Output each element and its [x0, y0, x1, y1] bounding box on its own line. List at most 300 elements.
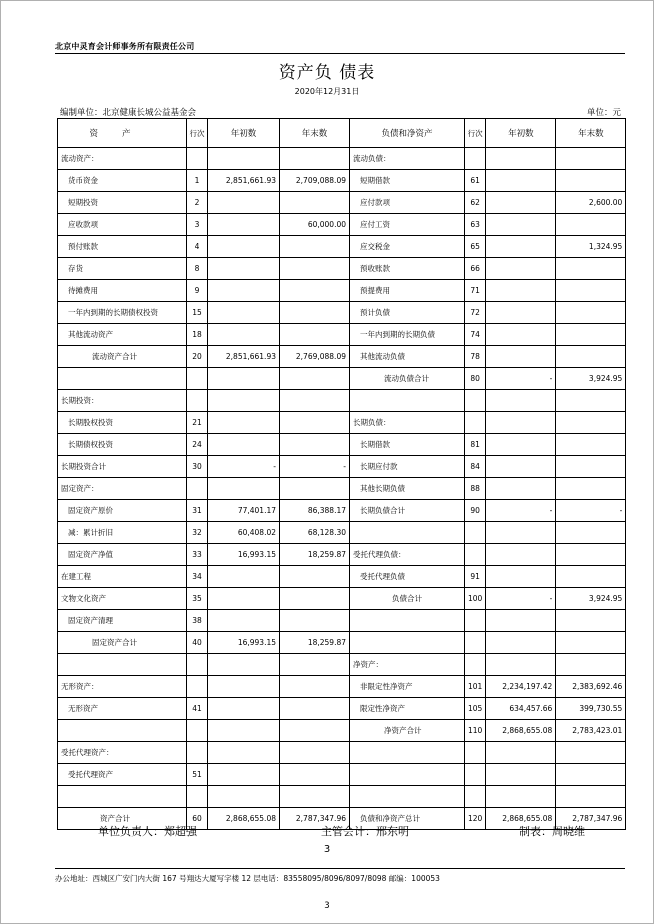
line-number-cell: 18	[187, 324, 208, 346]
amount-cell: 18,259.87	[280, 544, 350, 566]
amount-cell: 2,868,655.08	[486, 720, 556, 742]
reporting-organization: 编制单位：北京健康长城公益基金会	[60, 108, 197, 118]
amount-cell: 86,388.17	[280, 500, 350, 522]
firm-name: 北京中灵育会计师事务所有限责任公司	[55, 42, 195, 51]
col-header-assets: 资产	[58, 119, 187, 148]
report-date: 2020年12月31日	[294, 87, 360, 96]
amount-cell: 2,709,088.09	[280, 170, 350, 192]
line-number-cell: 15	[187, 302, 208, 324]
line-number-cell: 33	[187, 544, 208, 566]
amount-cell	[280, 720, 350, 742]
table-row	[58, 258, 626, 280]
amount-cell	[280, 478, 350, 500]
line-number-cell: 62	[465, 192, 486, 214]
line-number-cell: 80	[465, 368, 486, 390]
line-number-cell: 65	[465, 236, 486, 258]
amount-cell	[486, 632, 556, 654]
amount-cell	[280, 654, 350, 676]
asset-item-label: 减：累计折旧	[58, 522, 187, 544]
amount-cell	[486, 324, 556, 346]
amount-cell	[208, 676, 280, 698]
amount-cell	[208, 588, 280, 610]
asset-item-label: 固定资产清理	[58, 610, 187, 632]
liability-item-label	[350, 742, 465, 764]
line-number-cell	[187, 148, 208, 170]
table-row	[58, 588, 626, 610]
line-number-cell	[465, 742, 486, 764]
amount-cell	[208, 654, 280, 676]
amount-cell	[280, 676, 350, 698]
amount-cell	[280, 764, 350, 786]
amount-cell	[208, 390, 280, 412]
line-number-cell	[187, 654, 208, 676]
table-row	[58, 170, 626, 192]
amount-cell: 2,600.00	[556, 192, 626, 214]
amount-cell	[208, 566, 280, 588]
table-row	[58, 566, 626, 588]
amount-cell	[556, 654, 626, 676]
amount-cell	[556, 632, 626, 654]
table-row	[58, 698, 626, 720]
amount-cell	[556, 170, 626, 192]
liability-item-label: 长期负债：	[350, 412, 465, 434]
table-row	[58, 148, 626, 170]
line-number-cell: 84	[465, 456, 486, 478]
table-row	[58, 478, 626, 500]
amount-cell	[280, 434, 350, 456]
line-number-cell: 1	[187, 170, 208, 192]
liability-item-label: 其他长期负债	[350, 478, 465, 500]
line-number-cell: 61	[465, 170, 486, 192]
amount-cell	[556, 764, 626, 786]
asset-item-label: 在建工程	[58, 566, 187, 588]
col-header-line-no-2: 行次	[465, 119, 486, 148]
amount-cell	[208, 192, 280, 214]
line-number-cell	[187, 676, 208, 698]
asset-item-label: 预付账款	[58, 236, 187, 258]
line-number-cell: 90	[465, 500, 486, 522]
liability-item-label	[350, 522, 465, 544]
amount-cell	[280, 588, 350, 610]
asset-item-label: 受托代理资产	[58, 764, 187, 786]
asset-item-label: 一年内到期的长期债权投资	[58, 302, 187, 324]
col-header-closing-2: 年末数	[556, 119, 626, 148]
amount-cell	[486, 456, 556, 478]
amount-cell	[556, 742, 626, 764]
amount-cell	[280, 148, 350, 170]
table-row	[58, 544, 626, 566]
chief-accountant: 主管会计：邢东明	[321, 825, 409, 838]
amount-cell: 2,851,661.93	[208, 346, 280, 368]
asset-item-label: 无形资产：	[58, 676, 187, 698]
amount-cell	[556, 434, 626, 456]
line-number-cell: 31	[187, 500, 208, 522]
amount-cell	[280, 412, 350, 434]
page-title: 资产负 债表	[278, 63, 376, 83]
line-number-cell	[465, 544, 486, 566]
amount-cell	[208, 610, 280, 632]
amount-cell	[208, 478, 280, 500]
amount-cell	[486, 654, 556, 676]
amount-cell	[280, 236, 350, 258]
table-row	[58, 192, 626, 214]
line-number-cell: 88	[465, 478, 486, 500]
line-number-cell: 110	[465, 720, 486, 742]
amount-cell: 16,993.15	[208, 632, 280, 654]
line-number-cell: 32	[187, 522, 208, 544]
table-row	[58, 368, 626, 390]
amount-cell	[486, 192, 556, 214]
amount-cell	[208, 368, 280, 390]
amount-cell	[556, 544, 626, 566]
table-row	[58, 214, 626, 236]
amount-cell	[208, 214, 280, 236]
amount-cell: -	[208, 456, 280, 478]
table-row	[58, 676, 626, 698]
amount-cell	[280, 566, 350, 588]
liability-item-label: 长期负债合计	[350, 500, 465, 522]
amount-cell	[280, 258, 350, 280]
amount-cell	[486, 390, 556, 412]
amount-cell	[280, 324, 350, 346]
amount-cell	[556, 786, 626, 808]
amount-cell	[208, 258, 280, 280]
table-row	[58, 346, 626, 368]
asset-item-label: 无形资产	[58, 698, 187, 720]
asset-item-label	[58, 720, 187, 742]
line-number-cell	[187, 390, 208, 412]
asset-item-label: 固定资产原价	[58, 500, 187, 522]
amount-cell	[486, 764, 556, 786]
line-number-cell: 81	[465, 434, 486, 456]
line-number-cell	[465, 610, 486, 632]
amount-cell: 2,851,661.93	[208, 170, 280, 192]
line-number-cell: 30	[187, 456, 208, 478]
line-number-cell: 72	[465, 302, 486, 324]
amount-cell	[486, 786, 556, 808]
line-number-cell: 38	[187, 610, 208, 632]
table-row	[58, 236, 626, 258]
amount-cell	[486, 522, 556, 544]
line-number-cell: 8	[187, 258, 208, 280]
liability-item-label	[350, 786, 465, 808]
col-header-closing: 年末数	[280, 119, 350, 148]
amount-cell	[208, 324, 280, 346]
amount-cell	[556, 148, 626, 170]
liability-item-label	[350, 764, 465, 786]
asset-item-label: 文物文化资产	[58, 588, 187, 610]
asset-item-label: 固定资产合计	[58, 632, 187, 654]
amount-cell: -	[486, 588, 556, 610]
liability-item-label: 长期应付款	[350, 456, 465, 478]
liability-item-label: 短期借款	[350, 170, 465, 192]
amount-cell	[556, 280, 626, 302]
amount-cell	[486, 258, 556, 280]
legal-representative: 单位负责人：郑超强	[98, 825, 197, 838]
liability-item-label: 预收账款	[350, 258, 465, 280]
line-number-cell: 3	[187, 214, 208, 236]
asset-item-label: 长期投资合计	[58, 456, 187, 478]
amount-cell	[208, 412, 280, 434]
line-number-cell	[465, 764, 486, 786]
table-header-row	[58, 119, 626, 148]
col-header-opening: 年初数	[208, 119, 280, 148]
amount-cell	[556, 390, 626, 412]
amount-cell	[208, 280, 280, 302]
liability-item-label: 应付工资	[350, 214, 465, 236]
amount-cell	[486, 148, 556, 170]
line-number-cell: 4	[187, 236, 208, 258]
amount-cell: -	[556, 500, 626, 522]
line-number-cell	[465, 148, 486, 170]
line-number-cell: 24	[187, 434, 208, 456]
table-row	[58, 742, 626, 764]
table-row	[58, 654, 626, 676]
line-number-cell: 35	[187, 588, 208, 610]
line-number-cell	[465, 654, 486, 676]
liability-item-label: 非限定性净资产	[350, 676, 465, 698]
liability-item-label: 长期借款	[350, 434, 465, 456]
amount-cell	[556, 610, 626, 632]
amount-cell	[280, 192, 350, 214]
line-number-cell	[465, 632, 486, 654]
asset-item-label	[58, 368, 187, 390]
amount-cell	[280, 742, 350, 764]
amount-cell	[486, 566, 556, 588]
footer-page-number: 3	[324, 901, 330, 911]
line-number-cell: 120	[465, 808, 486, 830]
asset-item-label: 短期投资	[58, 192, 187, 214]
header-divider	[55, 53, 625, 54]
liability-item-label: 应付款项	[350, 192, 465, 214]
table-row	[58, 764, 626, 786]
asset-item-label: 固定资产净值	[58, 544, 187, 566]
amount-cell	[486, 236, 556, 258]
amount-cell	[280, 390, 350, 412]
liability-item-label: 负债合计	[350, 588, 465, 610]
amount-cell: 2,234,197.42	[486, 676, 556, 698]
amount-cell: 18,259.87	[280, 632, 350, 654]
table-row	[58, 456, 626, 478]
line-number-cell: 105	[465, 698, 486, 720]
col-header-opening-2: 年初数	[486, 119, 556, 148]
line-number-cell: 51	[187, 764, 208, 786]
amount-cell	[556, 566, 626, 588]
asset-item-label: 应收款项	[58, 214, 187, 236]
amount-cell	[280, 368, 350, 390]
amount-cell	[486, 346, 556, 368]
amount-cell: 634,457.66	[486, 698, 556, 720]
asset-item-label: 长期债权投资	[58, 434, 187, 456]
amount-cell	[208, 764, 280, 786]
table-row	[58, 280, 626, 302]
line-number-cell	[465, 390, 486, 412]
liability-item-label: 限定性净资产	[350, 698, 465, 720]
amount-cell	[556, 258, 626, 280]
liability-item-label: 流动负债合计	[350, 368, 465, 390]
amount-cell	[208, 720, 280, 742]
col-header-line-no: 行次	[187, 119, 208, 148]
amount-cell	[486, 434, 556, 456]
line-number-cell	[465, 786, 486, 808]
line-number-cell: 91	[465, 566, 486, 588]
footer-address: 办公地址：西城区广安门内大街 167 号翔达大厦写字楼 12 层电话：83558095/8096/8097/8098 邮编：100053	[55, 874, 440, 883]
table-row	[58, 412, 626, 434]
amount-cell	[486, 302, 556, 324]
table-row	[58, 390, 626, 412]
line-number-cell: 63	[465, 214, 486, 236]
balance-sheet-table	[57, 118, 626, 830]
table-row	[58, 434, 626, 456]
amount-cell	[486, 478, 556, 500]
amount-cell	[556, 522, 626, 544]
line-number-cell: 9	[187, 280, 208, 302]
amount-cell	[280, 280, 350, 302]
col-header-liabilities: 负债和净资产	[350, 119, 465, 148]
line-number-cell: 2	[187, 192, 208, 214]
amount-cell: -	[486, 368, 556, 390]
line-number-cell	[187, 742, 208, 764]
amount-cell: 399,730.55	[556, 698, 626, 720]
currency-unit: 单位：元	[586, 108, 621, 118]
amount-cell: 60,000.00	[280, 214, 350, 236]
amount-cell	[556, 324, 626, 346]
liability-item-label: 应交税金	[350, 236, 465, 258]
liability-item-label: 一年内到期的长期负债	[350, 324, 465, 346]
line-number-cell	[187, 368, 208, 390]
amount-cell: 2,787,347.96	[280, 808, 350, 830]
footer-divider	[55, 868, 625, 869]
amount-cell	[208, 786, 280, 808]
table-row	[58, 302, 626, 324]
asset-item-label: 长期股权投资	[58, 412, 187, 434]
amount-cell	[556, 302, 626, 324]
line-number-cell: 40	[187, 632, 208, 654]
asset-item-label: 固定资产：	[58, 478, 187, 500]
amount-cell: 2,868,655.08	[486, 808, 556, 830]
liability-item-label: 负债和净资产总计	[350, 808, 465, 830]
liability-item-label	[350, 610, 465, 632]
liability-item-label: 流动负债：	[350, 148, 465, 170]
amount-cell	[486, 412, 556, 434]
asset-item-label	[58, 786, 187, 808]
line-number-cell	[465, 522, 486, 544]
line-number-cell: 34	[187, 566, 208, 588]
amount-cell: -	[280, 456, 350, 478]
amount-cell	[486, 280, 556, 302]
amount-cell: 1,324.95	[556, 236, 626, 258]
amount-cell: 68,128.30	[280, 522, 350, 544]
line-number-cell: 60	[187, 808, 208, 830]
preparer: 制表：周晓维	[519, 825, 585, 838]
amount-cell	[280, 302, 350, 324]
amount-cell	[208, 148, 280, 170]
amount-cell: 60,408.02	[208, 522, 280, 544]
line-number-cell: 101	[465, 676, 486, 698]
page-number: 3	[323, 844, 331, 855]
line-number-cell: 78	[465, 346, 486, 368]
table-row	[58, 610, 626, 632]
amount-cell: 3,924.95	[556, 588, 626, 610]
amount-cell	[486, 544, 556, 566]
amount-cell	[556, 412, 626, 434]
line-number-cell: 20	[187, 346, 208, 368]
asset-item-label: 流动资产合计	[58, 346, 187, 368]
liability-item-label: 受托代理负债：	[350, 544, 465, 566]
line-number-cell	[187, 786, 208, 808]
table-row	[58, 324, 626, 346]
amount-cell	[556, 214, 626, 236]
asset-item-label	[58, 654, 187, 676]
amount-cell	[280, 786, 350, 808]
asset-item-label: 流动资产：	[58, 148, 187, 170]
amount-cell	[208, 698, 280, 720]
liability-item-label	[350, 632, 465, 654]
amount-cell: 2,787,347.96	[556, 808, 626, 830]
amount-cell: -	[486, 500, 556, 522]
amount-cell	[208, 302, 280, 324]
amount-cell	[486, 610, 556, 632]
amount-cell	[486, 214, 556, 236]
asset-item-label: 待摊费用	[58, 280, 187, 302]
amount-cell	[208, 434, 280, 456]
amount-cell: 2,769,088.09	[280, 346, 350, 368]
amount-cell	[280, 698, 350, 720]
table-row	[58, 632, 626, 654]
line-number-cell: 71	[465, 280, 486, 302]
amount-cell: 2,783,423.01	[556, 720, 626, 742]
table-row	[58, 500, 626, 522]
line-number-cell: 41	[187, 698, 208, 720]
liability-item-label: 净资产合计	[350, 720, 465, 742]
amount-cell: 16,993.15	[208, 544, 280, 566]
amount-cell	[208, 742, 280, 764]
line-number-cell	[187, 478, 208, 500]
liability-item-label	[350, 390, 465, 412]
liability-item-label: 净资产：	[350, 654, 465, 676]
line-number-cell: 66	[465, 258, 486, 280]
liability-item-label: 受托代理负债	[350, 566, 465, 588]
asset-item-label: 其他流动资产	[58, 324, 187, 346]
line-number-cell: 100	[465, 588, 486, 610]
amount-cell: 77,401.17	[208, 500, 280, 522]
liability-item-label: 预计负债	[350, 302, 465, 324]
amount-cell	[556, 478, 626, 500]
amount-cell	[486, 742, 556, 764]
asset-item-label: 资产合计	[58, 808, 187, 830]
amount-cell: 3,924.95	[556, 368, 626, 390]
line-number-cell: 21	[187, 412, 208, 434]
table-row	[58, 786, 626, 808]
asset-item-label: 货币资金	[58, 170, 187, 192]
asset-item-label: 受托代理资产：	[58, 742, 187, 764]
amount-cell	[556, 456, 626, 478]
table-row	[58, 522, 626, 544]
line-number-cell: 74	[465, 324, 486, 346]
line-number-cell	[465, 412, 486, 434]
amount-cell	[556, 346, 626, 368]
table-row	[58, 720, 626, 742]
line-number-cell	[187, 720, 208, 742]
amount-cell	[486, 170, 556, 192]
amount-cell: 2,868,655.08	[208, 808, 280, 830]
asset-item-label: 存货	[58, 258, 187, 280]
amount-cell	[280, 610, 350, 632]
asset-item-label: 长期投资：	[58, 390, 187, 412]
liability-item-label: 预提费用	[350, 280, 465, 302]
amount-cell: 2,383,692.46	[556, 676, 626, 698]
amount-cell	[208, 236, 280, 258]
